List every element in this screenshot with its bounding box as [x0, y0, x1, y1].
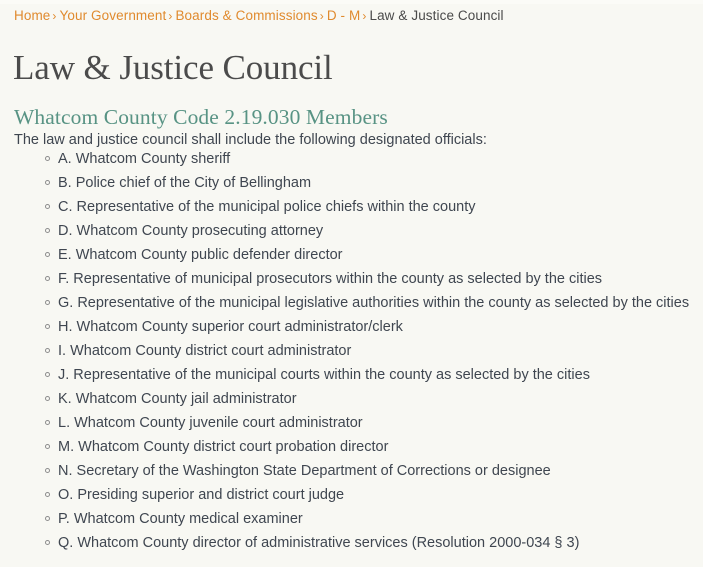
- list-item: [58, 507, 703, 531]
- list-item-label: G. Representative of the municipal legislative authorities within the county as selected by the cities: [58, 295, 690, 311]
- list-item-label: E. Whatcom County public defender director: [58, 247, 343, 263]
- bullet-circle-icon: [45, 444, 50, 449]
- list-item-label: A. Whatcom County sheriff: [58, 151, 231, 167]
- list-item: [58, 459, 703, 483]
- list-item-label: D. Whatcom County prosecuting attorney: [58, 223, 324, 239]
- breadcrumb-separator-icon: ›: [52, 9, 57, 23]
- list-item: [58, 291, 703, 315]
- bullet-circle-icon: [45, 468, 50, 473]
- list-item-label: P. Whatcom County medical examiner: [58, 511, 303, 527]
- list-item: [58, 531, 703, 555]
- list-item-label: F. Representative of municipal prosecutors within the county as selected by the cities: [58, 271, 603, 287]
- bullet-circle-icon: [45, 348, 50, 353]
- bullet-circle-icon: [45, 540, 50, 545]
- bullet-circle-icon: [45, 156, 50, 161]
- bullet-circle-icon: [45, 276, 50, 281]
- list-item: [58, 483, 703, 507]
- intro-paragraph: The law and justice council shall include the following designated officials:: [14, 132, 487, 148]
- list-item: [58, 315, 703, 339]
- list-item-label: O. Presiding superior and district court judge: [58, 487, 345, 503]
- list-item: [58, 195, 703, 219]
- list-item-label: K. Whatcom County jail administrator: [58, 391, 297, 407]
- list-item: [58, 147, 703, 171]
- list-item-label: N. Secretary of the Washington State Department of Corrections or designee: [58, 463, 551, 479]
- list-item-label: Q. Whatcom County director of administrative services (Resolution 2000-034 § 3): [58, 535, 580, 551]
- list-item: [58, 387, 703, 411]
- list-item-label: M. Whatcom County district court probation director: [58, 439, 389, 455]
- bullet-circle-icon: [45, 228, 50, 233]
- list-item-label: H. Whatcom County superior court administrator/clerk: [58, 319, 403, 335]
- list-item-label: I. Whatcom County district court administrator: [58, 343, 352, 359]
- breadcrumb: [14, 8, 693, 24]
- list-item: [58, 243, 703, 267]
- breadcrumb-link-3[interactable]: D - M: [326, 8, 361, 23]
- page-title: Law & Justice Council: [13, 48, 333, 87]
- bullet-circle-icon: [45, 300, 50, 305]
- breadcrumb-separator-icon: ›: [362, 9, 367, 23]
- breadcrumb-separator-icon: ›: [168, 9, 173, 23]
- bullet-circle-icon: [45, 396, 50, 401]
- breadcrumb-link-1[interactable]: Your Government: [59, 8, 167, 23]
- bullet-circle-icon: [45, 180, 50, 185]
- list-item: [58, 339, 703, 363]
- section-heading: Whatcom County Code 2.19.030 Members: [14, 105, 388, 129]
- bullet-circle-icon: [45, 516, 50, 521]
- bullet-circle-icon: [45, 492, 50, 497]
- list-item: [58, 219, 703, 243]
- breadcrumb-separator-icon: ›: [319, 9, 324, 23]
- bullet-circle-icon: [45, 420, 50, 425]
- breadcrumb-link-0[interactable]: Home: [14, 8, 51, 23]
- bullet-circle-icon: [45, 204, 50, 209]
- list-item: [58, 363, 703, 387]
- breadcrumb-link-2[interactable]: Boards & Commissions: [175, 8, 318, 23]
- list-item: [58, 435, 703, 459]
- list-item-label: C. Representative of the municipal police chiefs within the county: [58, 199, 476, 215]
- list-item: [58, 267, 703, 291]
- list-item: [58, 171, 703, 195]
- list-item-label: L. Whatcom County juvenile court administrator: [58, 415, 363, 431]
- bullet-circle-icon: [45, 252, 50, 257]
- bullet-circle-icon: [45, 324, 50, 329]
- breadcrumb-current: Law & Justice Council: [369, 8, 504, 23]
- list-item-label: B. Police chief of the City of Bellingham: [58, 175, 312, 191]
- list-item: [58, 411, 703, 435]
- member-list: [0, 147, 703, 555]
- list-item-label: J. Representative of the municipal courts within the county as selected by the cities: [58, 367, 590, 383]
- top-divider: [0, 0, 703, 4]
- bullet-circle-icon: [45, 372, 50, 377]
